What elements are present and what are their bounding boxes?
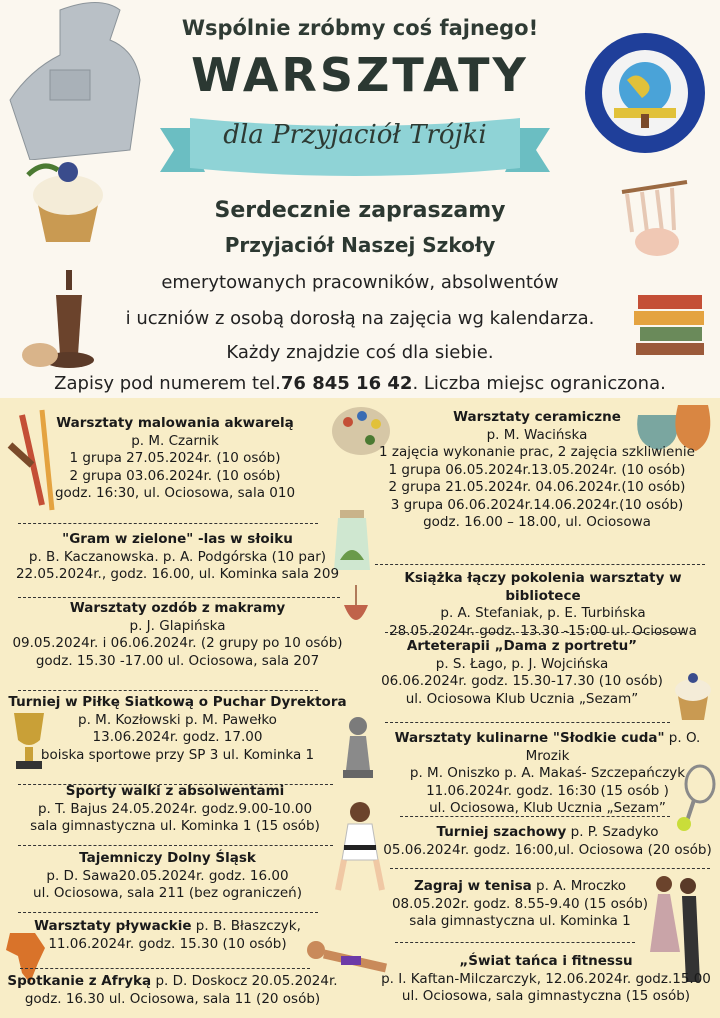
workshop-line: p. T. Bajus 24.05.2024r. godz.9.00-10.00	[37, 800, 313, 817]
workshop-line: p. M. Wacińska	[486, 426, 588, 443]
signup-line	[0, 373, 720, 394]
workshop-line: p. M. Oniszko p. A. Makaś- Szczepańczyk	[409, 765, 686, 781]
signup-prefix: Zapisy pod numerem tel.	[54, 373, 281, 394]
workshop-line: 22.05.2024r., godz. 16.00, ul. Kominka sala 209	[15, 566, 340, 582]
workshop-line: godz. 15.30 -17.00 ul. Ociosowa, sala 207	[35, 652, 320, 669]
cupcake-small-icon	[670, 666, 716, 724]
workshop-line: godz. 16.30 ul. Ociosowa, sala 11 (20 osób)	[24, 990, 321, 1007]
divider	[18, 523, 318, 524]
workshop-title: Warsztaty ceramiczne	[453, 409, 621, 425]
workshop-line: 11.06.2024r. godz. 15.30 (10 osób)	[48, 935, 287, 952]
workshop-library	[368, 570, 718, 640]
tagline: Wspólnie zróbmy coś fajnego!	[181, 16, 539, 40]
workshop-title-tail: p. A. Mroczko	[531, 878, 627, 894]
divider	[18, 690, 318, 691]
workshop-title: Warsztaty ozdób z makramy	[69, 600, 286, 616]
workshop-title: Warsztaty malowania akwarelą	[56, 415, 294, 431]
workshop-line: 09.05.2024r. i 06.06.2024r. (2 grupy po 10 osób)	[12, 635, 343, 651]
workshop-title-tail: p. P. Szadyko	[566, 824, 659, 840]
workshop-line: p. J. Glapińska	[129, 617, 226, 634]
workshop-line: 05.06.2024r. godz. 16:00,ul. Ociosowa (20 osób)	[383, 841, 712, 858]
workshop-ceramics	[368, 409, 706, 532]
divider	[18, 597, 340, 598]
workshop-forest-jar	[0, 531, 355, 584]
workshop-africa	[0, 973, 345, 1008]
workshop-line: p. M. Kozłowski p. M. Pawełko	[78, 711, 277, 728]
phone-number[interactable]: 76 845 16 42	[280, 373, 413, 394]
workshop-chess	[375, 824, 720, 859]
workshop-volleyball	[0, 694, 355, 764]
workshop-title: Turniej w Piłkę Siatkową o Puchar Dyrektora	[8, 694, 347, 710]
workshop-title-tail: p. D. Doskocz 20.05.2024r.	[151, 973, 338, 989]
workshop-macrame	[0, 600, 355, 670]
invite-heading: Serdecznie zapraszamy	[214, 198, 506, 223]
workshop-title: Książka łączy pokolenia warsztaty w bibliotece	[404, 570, 682, 604]
workshop-line: ul. Ociosowa Klub Ucznia „Sezam”	[405, 690, 639, 707]
workshop-line: 13.06.2024r. godz. 17.00	[92, 729, 263, 745]
workshop-line: 2 grupa 03.06.2024r. (10 osób)	[69, 467, 281, 484]
audience-line-3: Każdy znajdzie coś dla siebie.	[226, 342, 494, 363]
workshop-line: p. S. Łago, p. J. Wojcińska	[435, 655, 609, 672]
workshop-line: 1 grupa 27.05.2024r. (10 osób)	[69, 450, 281, 466]
workshop-line: 3 grupa 06.06.2024r.14.06.2024r.(10 osób)	[390, 496, 684, 513]
divider	[385, 722, 670, 723]
workshop-title: Zagraj w tenisa	[413, 878, 532, 894]
workshop-title: Spotkanie z Afryką	[7, 973, 152, 989]
workshop-title: Sporty walki z absolwentami	[65, 783, 285, 799]
workshop-art-therapy	[372, 638, 672, 708]
workshop-line: 06.06.2024r. godz. 15.30-17.30 (10 osób)	[381, 673, 663, 689]
workshop-line: 1 grupa 06.05.2024r.13.05.2024r. (10 osób)	[388, 461, 686, 478]
workshop-title: Warsztaty kulinarne "Słodkie cuda"	[394, 730, 665, 746]
workshop-title: Tajemniczy Dolny Śląsk	[79, 850, 256, 866]
workshop-swimming	[0, 918, 335, 953]
workshop-line: godz. 16:30, ul. Ociosowa, sala 010	[54, 485, 296, 501]
workshop-line: ul. Ociosowa, Klub Ucznia „Sezam”	[429, 800, 666, 816]
audience-line-1: emerytowanych pracowników, absolwentów	[161, 272, 559, 293]
workshop-line: 08.05.202r. godz. 8.55-9.40 (15 osób)	[391, 895, 649, 912]
workshop-title-tail: p. O. Mrozik	[525, 730, 701, 764]
workshop-title: Warsztaty pływackie	[34, 918, 192, 934]
workshop-line: boiska sportowe przy SP 3 ul. Kominka 1	[40, 746, 315, 763]
audience-line-2: i uczniów z osobą dorosłą na zajęcia wg kalendarza.	[125, 308, 595, 329]
divider	[390, 868, 710, 869]
workshop-watercolor	[0, 415, 350, 503]
workshop-line: p. M. Czarnik	[131, 432, 219, 449]
divider	[395, 942, 635, 943]
workshop-line: 28.05.2024r. godz. 13.30 -15:00 ul. Ociosowa	[389, 622, 697, 639]
ribbon-text: dla Przyjaciół Trójki	[223, 120, 487, 150]
workshop-line: sala gimnastyczna ul. Kominka 1 (15 osób)	[30, 818, 320, 834]
divider	[18, 845, 333, 846]
workshop-line: sala gimnastyczna ul. Kominka 1	[409, 913, 631, 929]
workshop-line: 11.06.2024r. godz. 16:30 (15 osób )	[426, 782, 669, 799]
workshop-line: 2 grupa 21.05.2024r. 04.06.2024r.(10 osób)	[388, 479, 686, 495]
workshop-title-tail: p. B. Błaszczyk,	[191, 918, 301, 934]
divider	[375, 564, 705, 565]
workshop-tennis	[385, 878, 655, 931]
page-title: WARSZTATY	[191, 48, 529, 102]
workshop-title: Arteterapii „Dama z portretu”	[406, 638, 638, 654]
divider	[18, 912, 318, 913]
workshop-line: p. A. Stefaniak, p. E. Turbińska	[440, 605, 646, 621]
workshop-lower-silesia	[0, 850, 335, 903]
workshop-line: p. B. Kaczanowska. p. A. Podgórska (10 par)	[28, 548, 327, 565]
invite-subheading: Przyjaciół Naszej Szkoły	[224, 233, 496, 257]
signup-suffix: . Liczba miejsc ograniczona.	[412, 373, 666, 394]
workshop-title: Turniej szachowy	[436, 824, 567, 840]
workshop-line: p. I. Kaftan-Milczarczyk, 12.06.2024r. godz.15.00	[381, 970, 711, 987]
workshop-martial-arts	[0, 783, 350, 836]
workshop-line: ul. Ociosowa, sala 211 (bez ograniczeń)	[33, 885, 302, 901]
workshop-line: godz. 16.00 – 18.00, ul. Ociosowa	[423, 514, 651, 530]
workshop-cooking	[375, 730, 720, 818]
workshop-title: „Świat tańca i fitnessu	[459, 953, 633, 969]
workshop-title: "Gram w zielone" -las w słoiku	[62, 531, 293, 547]
divider	[20, 968, 310, 969]
workshop-line: ul. Ociosowa, sala gimnastyczna (15 osób)	[401, 988, 691, 1004]
workshop-line: 1 zajęcia wykonanie prac, 2 zajęcia szkliwienie	[379, 444, 695, 460]
workshop-line: p. D. Sawa20.05.2024r. godz. 16.00	[46, 867, 289, 884]
workshop-dance	[372, 953, 720, 1006]
